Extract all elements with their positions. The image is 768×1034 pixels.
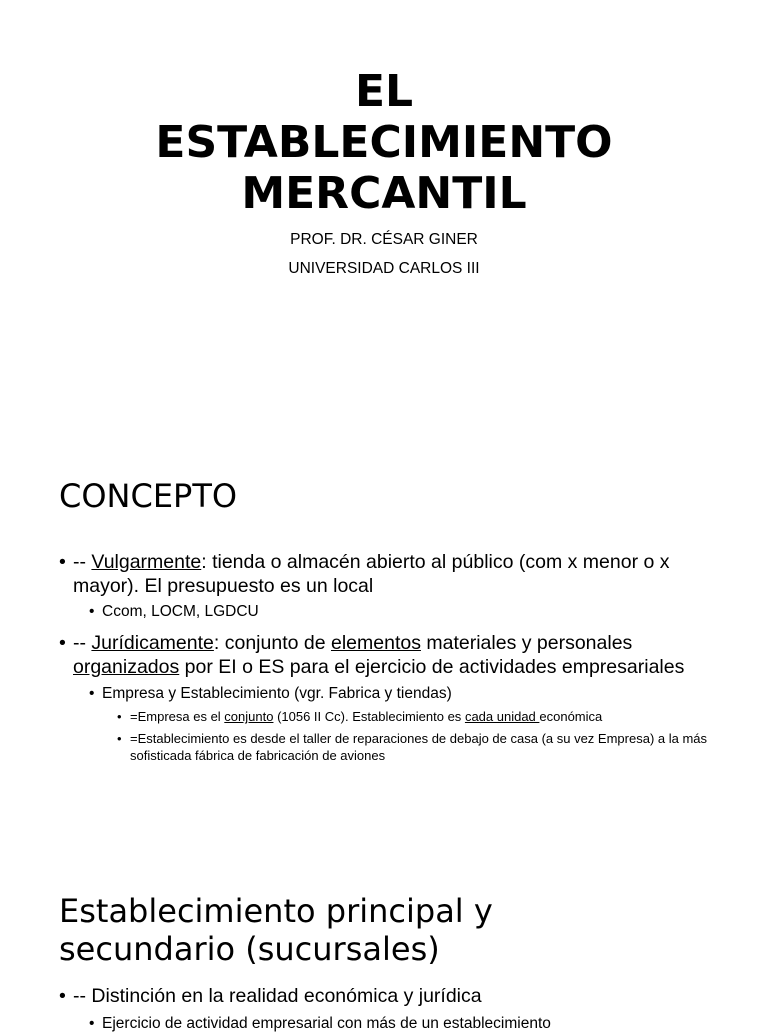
concepto-slide: [0, 470, 768, 800]
sub-sub-bullet-text: [130, 708, 717, 725]
sub-bullet-laws: [89, 602, 709, 622]
sub-bullet-text: Ccom, LOCM, LGDCU: [102, 603, 259, 620]
sub-sub-bullet-taller: [117, 730, 717, 764]
sub-sub-bullet-conjunto: [117, 708, 717, 725]
heading-line: Establecimiento principal y: [59, 892, 493, 930]
bullet-dot: •: [117, 731, 122, 746]
bullet-part: : conjunto de: [213, 632, 331, 654]
section-heading: CONCEPTO: [59, 477, 238, 515]
bullet-dot: •: [59, 985, 66, 1007]
underlined-term: conjunto: [224, 709, 274, 724]
underlined-term: organizados: [73, 656, 180, 678]
sub-bullet-text: Empresa y Establecimiento (vgr. Fabrica y tiendas): [102, 685, 452, 702]
bullet-text: -- Distinción en la realidad económica y jurídica: [73, 985, 482, 1007]
heading-line: secundario (sucursales): [59, 930, 440, 968]
bullet-dot: •: [59, 632, 66, 654]
bullet-vulgarmente: [59, 550, 719, 598]
sub-bullet-ejercicio: [89, 1014, 709, 1034]
bullet-part: materiales y personales: [420, 632, 633, 654]
bullet-juridicamente: [59, 631, 719, 679]
principal-slide: [0, 890, 768, 1032]
title-line: MERCANTIL: [241, 168, 527, 219]
subtitle-university: UNIVERSIDAD CARLOS III: [288, 260, 480, 277]
underlined-term: Jurídicamente: [91, 632, 214, 654]
underlined-term: elementos: [330, 632, 421, 654]
section-heading: [59, 892, 493, 968]
bullet-dot: •: [89, 1015, 95, 1032]
bullet-prefix: --: [73, 551, 92, 573]
text-part: económica: [539, 709, 603, 724]
bullet-dot: •: [89, 603, 95, 620]
text-part: =Empresa es el: [130, 709, 225, 724]
bullet-part: por EI o ES para el ejercicio de actividades empresariales: [179, 656, 685, 678]
bullet-text: [73, 631, 719, 679]
title-line: EL: [354, 66, 414, 117]
main-title: [0, 66, 768, 219]
sub-sub-bullet-text: =Establecimiento es desde el taller de reparaciones de debajo de casa (a su vez Empresa) a la más sofisticada fábrica de fabricación de aviones: [130, 731, 708, 763]
bullet-dot: •: [89, 685, 95, 702]
subtitle-author: PROF. DR. CÉSAR GINER: [290, 231, 478, 248]
bullet-rest: : tienda o almacén abierto al público (com x menor o x mayor). El presupuesto es un local: [73, 551, 670, 597]
title-line: ESTABLECIMIENTO: [155, 117, 613, 168]
text-part: (1056 II Cc). Establecimiento es: [273, 709, 465, 724]
underlined-term: Vulgarmente: [91, 551, 202, 573]
underlined-term: cada unidad: [464, 709, 540, 724]
title-slide: [0, 0, 768, 400]
sub-bullet-text: Ejercicio de actividad empresarial con más de un establecimiento: [102, 1015, 551, 1032]
bullet-prefix: --: [73, 632, 92, 654]
bullet-dot: •: [117, 709, 122, 724]
bullet-text: [73, 550, 719, 598]
bullet-distincion: [59, 984, 719, 1008]
sub-bullet-empresa: [89, 684, 709, 704]
bullet-dot: •: [59, 551, 66, 573]
